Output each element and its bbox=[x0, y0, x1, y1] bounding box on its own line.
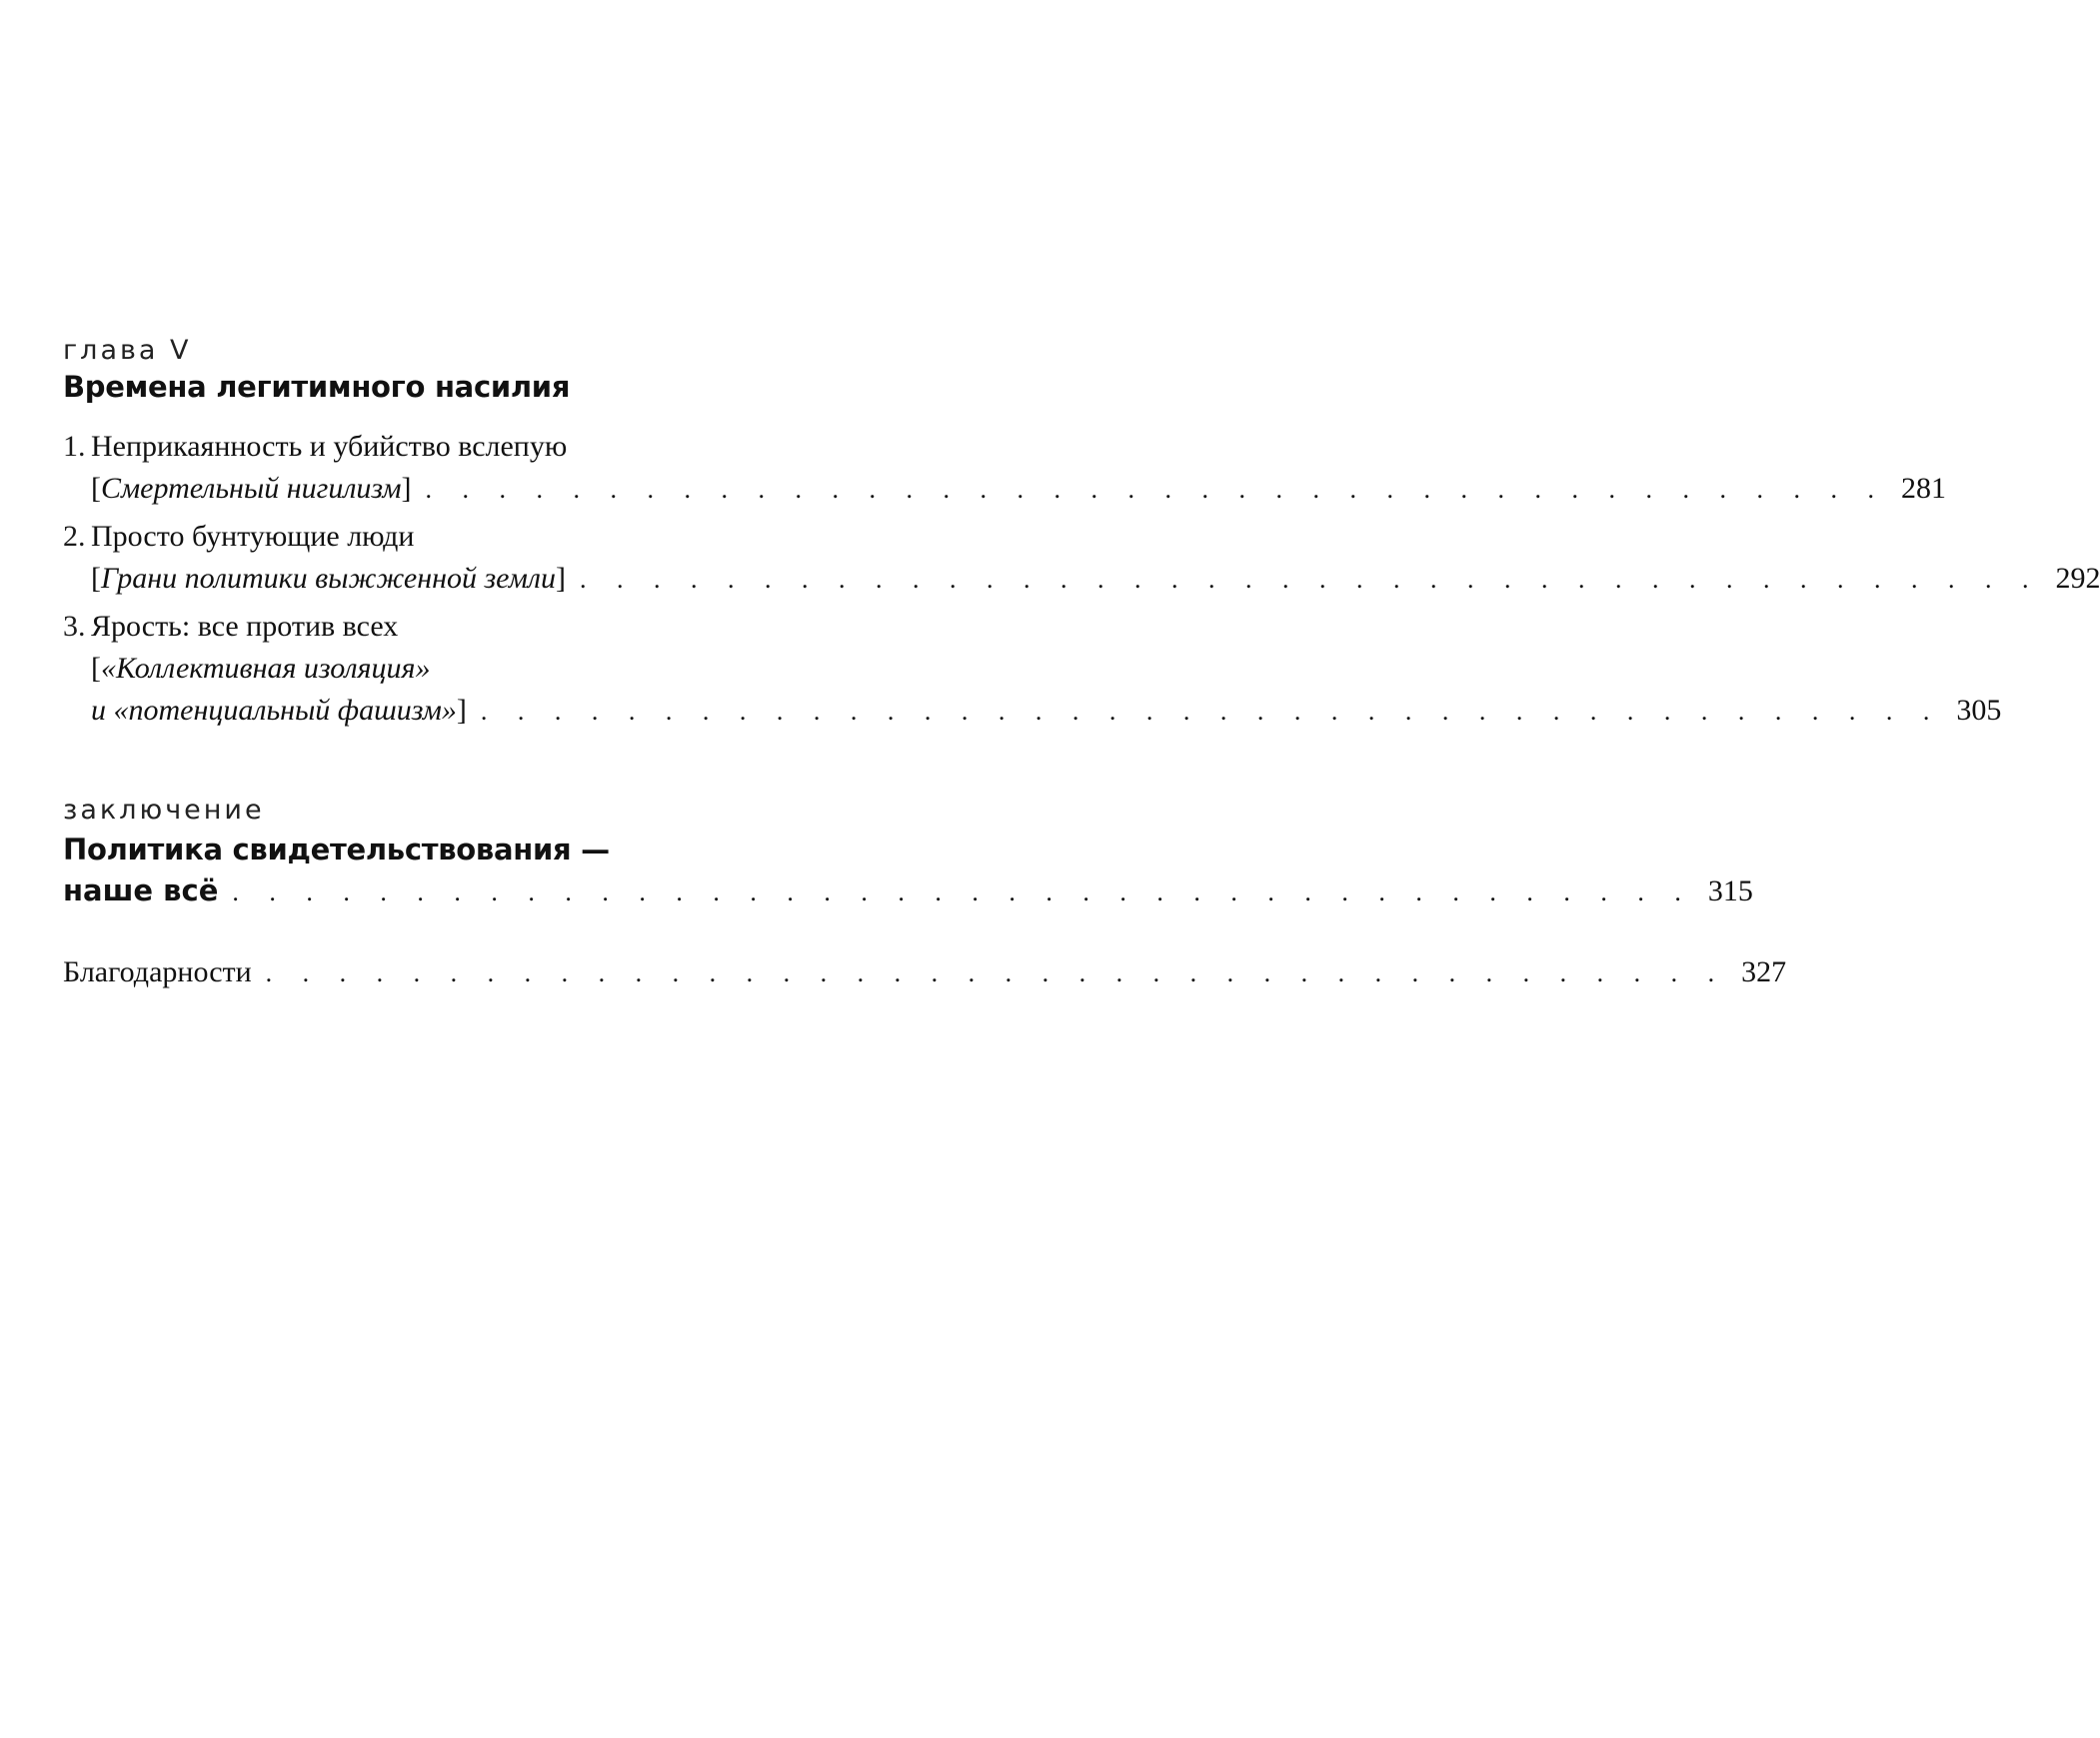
chapter-label: глава V bbox=[63, 335, 192, 366]
toc-page-number: 305 bbox=[1956, 694, 2002, 727]
toc-item-title: Неприкаянность и убийство вслепую bbox=[91, 430, 568, 463]
toc-page-number: 292 bbox=[2055, 562, 2100, 595]
leader-dots: . . . . . . . . . . . . . . . . . . . . . . . . . . . . . . . . . . . . . . . . bbox=[232, 877, 1693, 906]
conclusion-label: заключение bbox=[63, 795, 265, 826]
toc-item-title: Просто бунтующие люди bbox=[91, 520, 415, 553]
acknowledgements-row bbox=[63, 953, 1787, 991]
chapter-title: Времена легитимного насилия bbox=[63, 370, 571, 404]
toc-item-number: 1. bbox=[63, 430, 86, 463]
toc-item-subtitle-row bbox=[91, 692, 2002, 730]
leader-dots: . . . . . . . . . . . . . . . . . . . . . . . . . . . . . . . . . . . . . . . . bbox=[579, 565, 2041, 594]
toc-page-number: 315 bbox=[1707, 874, 1753, 907]
toc-item-subtitle-row bbox=[91, 560, 2100, 598]
toc-item-subtitle: [Грани политики выжженной земли] bbox=[91, 562, 566, 595]
toc-item-subtitle-line2: и «потенциальный фашизм»] bbox=[91, 694, 467, 727]
toc-item-number: 3. bbox=[63, 610, 86, 643]
leader-dots: . . . . . . . . . . . . . . . . . . . . . . . . . . . . . . . . . . . . . . . . bbox=[265, 958, 1727, 987]
conclusion-title-line1: Политика свидетельствования — bbox=[63, 833, 610, 867]
conclusion-title-row bbox=[63, 871, 1753, 909]
leader-dots: . . . . . . . . . . . . . . . . . . . . . . . . . . . . . . . . . . . . . . . . bbox=[425, 475, 1887, 504]
toc-item-subtitle-row bbox=[91, 470, 1947, 508]
acknowledgements-title: Благодарности bbox=[63, 955, 252, 988]
toc-page-number: 281 bbox=[1901, 472, 1947, 505]
toc-item-subtitle: [Смертельный нигилизм] bbox=[91, 472, 412, 505]
conclusion-title-line2: наше всё bbox=[63, 873, 219, 907]
toc-page-number: 327 bbox=[1741, 955, 1787, 988]
toc-item-subtitle-line1: [«Коллективная изоляция» bbox=[91, 652, 431, 685]
toc-item-number: 2. bbox=[63, 520, 86, 553]
leader-dots: . . . . . . . . . . . . . . . . . . . . . . . . . . . . . . . . . . . . . . . . bbox=[480, 697, 1942, 726]
toc-item-title: Ярость: все против всех bbox=[91, 610, 399, 643]
